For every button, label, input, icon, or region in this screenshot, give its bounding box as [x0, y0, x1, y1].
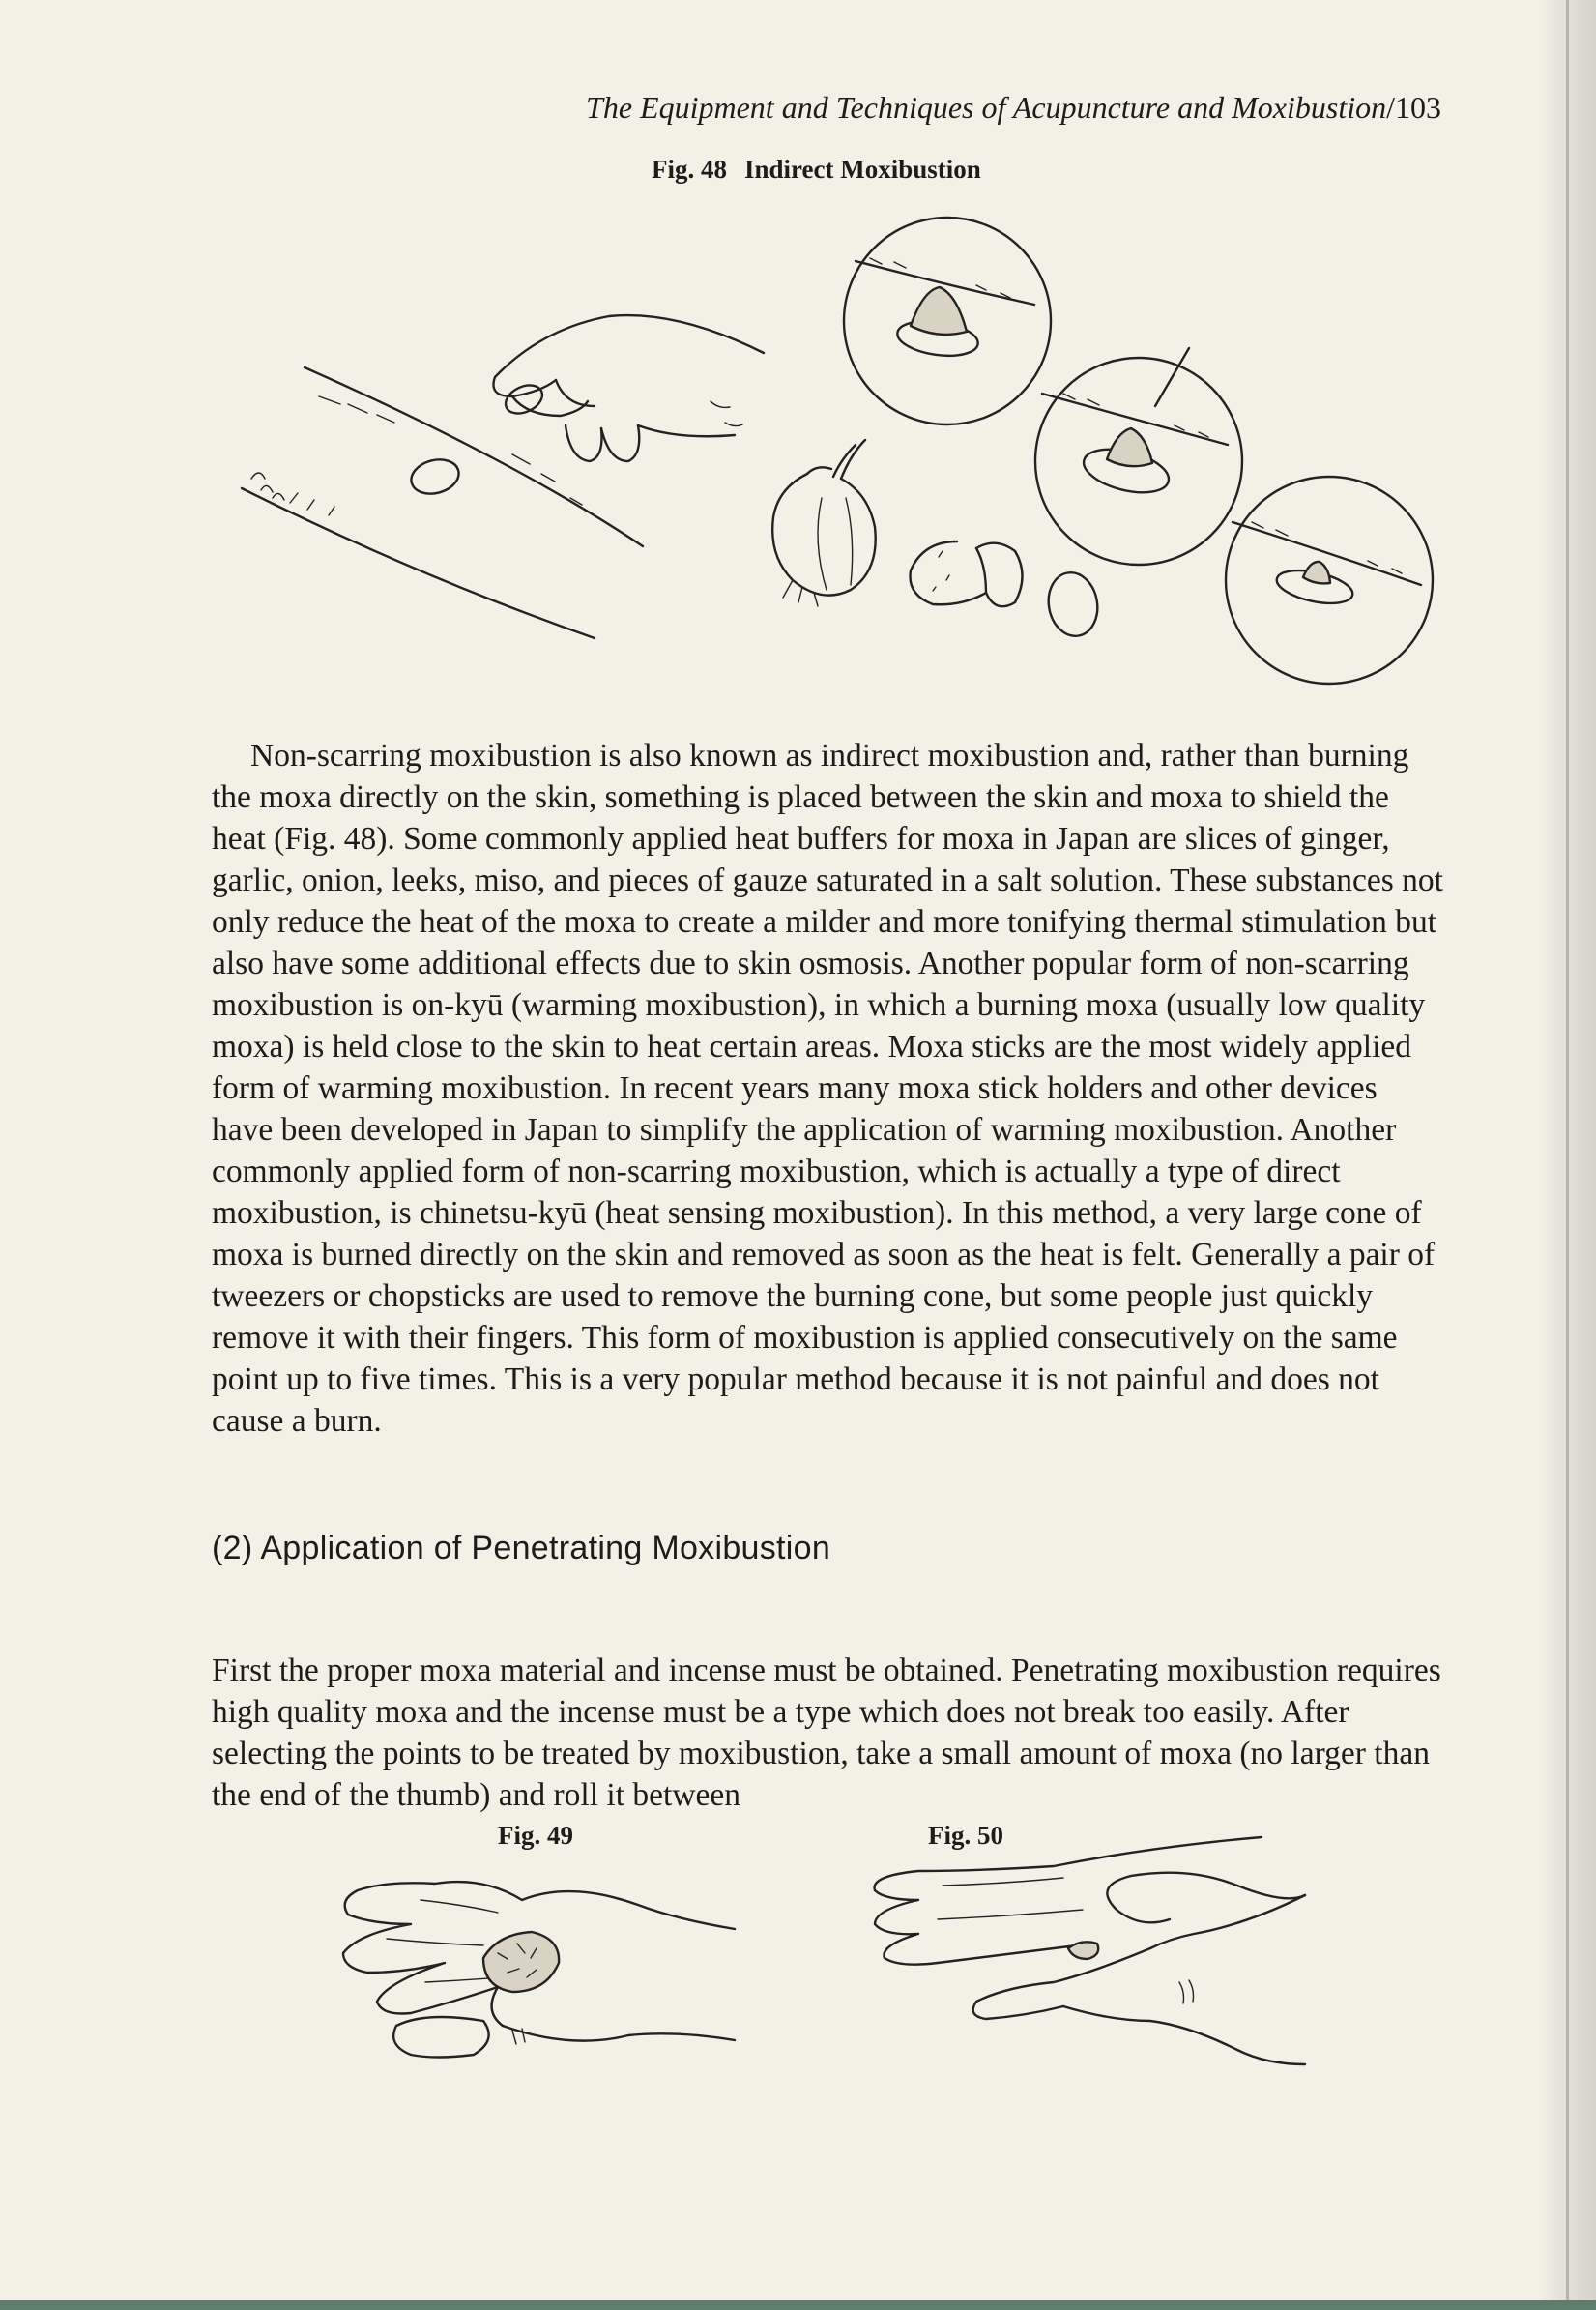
- ginger-root-drawing: [910, 541, 1022, 606]
- section-heading: (2) Application of Penetrating Moxibustion: [212, 1530, 831, 1566]
- figure-48-illustration: [222, 208, 1460, 691]
- magnified-circle-3: [1226, 477, 1433, 684]
- figure-50-caption: Fig. 50: [928, 1821, 1003, 1850]
- running-head: [586, 90, 1441, 126]
- moxa-between-palms: [1068, 1942, 1098, 1959]
- page-bottom-edge: [0, 2300, 1596, 2310]
- onion-slice-drawing: [1044, 569, 1103, 640]
- incense-stick: [1155, 348, 1189, 406]
- page-number: /103: [1386, 90, 1441, 125]
- figure-49-illustration: [329, 1866, 744, 2069]
- moxa-ball: [483, 1932, 559, 1992]
- pinching-hand-drawing: [493, 315, 764, 461]
- garlic-drawing: [772, 440, 876, 606]
- ginger-slice-on-arm: [407, 454, 462, 499]
- figure-49-caption: Fig. 49: [498, 1821, 573, 1850]
- running-head-title: The Equipment and Techniques of Acupuncture and Moxibustion: [586, 90, 1387, 125]
- magnified-circle-2: [1035, 348, 1242, 565]
- figure-50-illustration: [860, 1828, 1315, 2069]
- page-spine-line: [1566, 0, 1569, 2310]
- figure-48-caption: [652, 155, 981, 185]
- paragraph-indirect-moxibustion: Non-scarring moxibustion is also known as indirect moxibustion and, rather than burning the moxa directly on the skin, something is placed between the skin and moxa to shield the heat (Fig. 48). Some commonly applied heat buffers for moxa in Japan are slices of ginger, garlic, onion, leeks, miso, and pieces of gauze saturated in a salt solution. These substances not only reduce the heat of the moxa to create a milder and more tonifying thermal stimulation but also have some additional effects due to skin osmosis. Another popular form of non-scarring moxibustion is on-kyū (warming moxibustion), in which a burning moxa (usually low quality moxa) is held close to the skin to heat certain areas. Moxa sticks are the most widely applied form of warming moxibustion. In recent years many moxa stick holders and other devices have been developed in Japan to simplify the application of warming moxibustion. Another commonly applied form of non-scarring moxibustion, which is actually a type of direct moxibustion, is chinetsu-kyū (heat sensing moxibustion). In this method, a very large cone of moxa is burned directly on the skin and removed as soon as the heat is felt. Generally a pair of tweezers or chopsticks are used to remove the burning cone, but some people just quickly remove it with their fingers. This form of moxibustion is applied consecutively on the same point up to five times. This is a very popular method because it is not painful and does not cause a burn.: [212, 737, 1443, 1439]
- figure-48-title: Indirect Moxibustion: [744, 155, 981, 184]
- figure-48-number: Fig. 48: [652, 155, 727, 184]
- paragraph-penetrating-moxibustion: First the proper moxa material and incense must be obtained. Penetrating moxibustion requires high quality moxa and the incense must be a type which does not break too easily. After selecting the points to be treated by moxibustion, take a small amount of moxa (no larger than the end of the thumb) and roll it between: [212, 1652, 1441, 1813]
- magnified-circle-1: [844, 218, 1051, 424]
